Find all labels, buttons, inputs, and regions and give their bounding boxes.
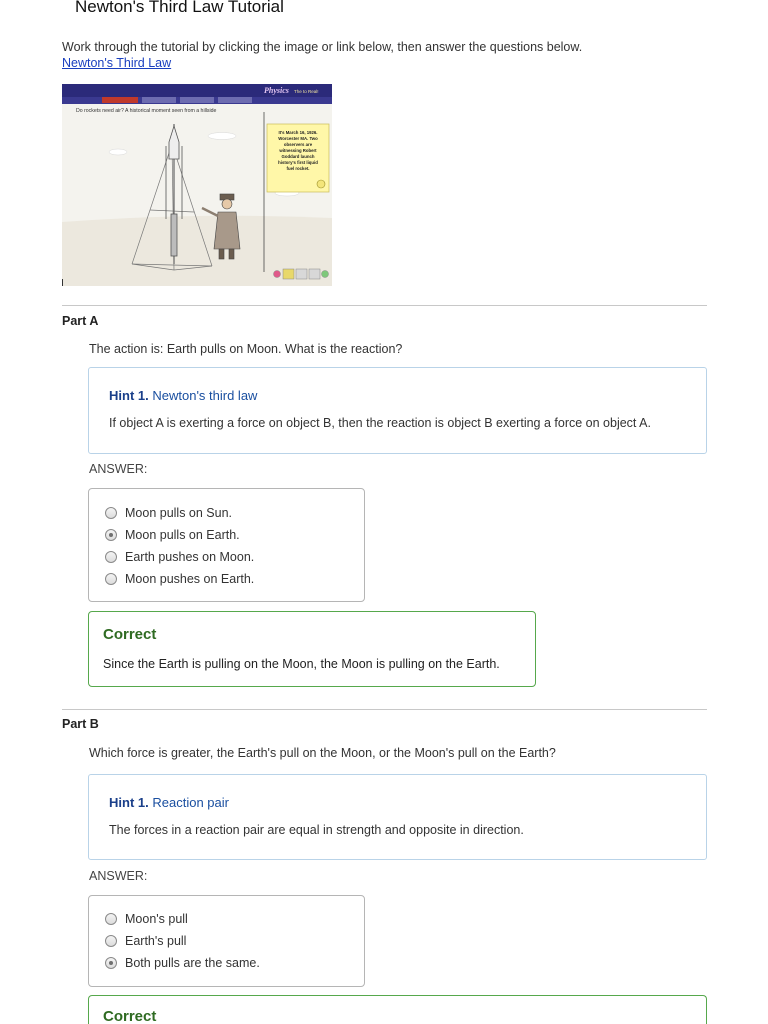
radio-button-selected[interactable] xyxy=(105,529,117,541)
part-a-option-4[interactable]: Moon pushes on Earth. xyxy=(105,571,254,587)
part-a-option-1[interactable]: Moon pulls on Sun. xyxy=(105,505,232,521)
part-a-feedback-text: Since the Earth is pulling on the Moon, the Moon is pulling on the Earth. xyxy=(103,657,500,671)
part-a-answer-box xyxy=(88,488,365,602)
part-a-feedback-box xyxy=(88,611,536,687)
part-b-hint-box[interactable] xyxy=(88,774,707,860)
radio-button[interactable] xyxy=(105,935,117,947)
svg-text:Goddard launch: Goddard launch xyxy=(281,154,315,159)
svg-text:Worcester MA. Two: Worcester MA. Two xyxy=(278,136,318,141)
svg-text:fuel rocket.: fuel rocket. xyxy=(286,166,310,171)
part-a-hint-text: If object A is exerting a force on object B, then the reaction is object B exerting a force on object A. xyxy=(109,416,651,430)
part-b-question: Which force is greater, the Earth's pull on the Moon, or the Moon's pull on the Earth? xyxy=(89,746,556,760)
part-b-hint-number: Hint 1. xyxy=(109,795,149,810)
part-a-hint-box[interactable] xyxy=(88,367,707,454)
part-a-question: The action is: Earth pulls on Moon. What is the reaction? xyxy=(89,342,403,356)
radio-button[interactable] xyxy=(105,507,117,519)
radio-button[interactable] xyxy=(105,913,117,925)
svg-text:It's March 16, 1926.: It's March 16, 1926. xyxy=(278,130,318,135)
sim-note-next-icon xyxy=(317,180,325,188)
part-b-hint-text: The forces in a reaction pair are equal in strength and opposite in direction. xyxy=(109,823,524,837)
svg-text:observers are: observers are xyxy=(283,142,313,147)
radio-button[interactable] xyxy=(105,551,117,563)
part-a-option-2[interactable]: Moon pulls on Earth. xyxy=(105,527,240,543)
svg-text:witnessing Robert: witnessing Robert xyxy=(279,148,317,153)
svg-text:history's first liquid: history's first liquid xyxy=(278,160,318,165)
part-b-answer-label: ANSWER: xyxy=(89,869,148,883)
part-b-label: Part B xyxy=(62,717,99,731)
tutorial-simulation-image[interactable] xyxy=(62,84,332,286)
part-b-feedback-title: Correct xyxy=(103,1008,157,1024)
part-a-feedback-title: Correct xyxy=(103,626,157,643)
sim-brand: Physics xyxy=(264,86,289,95)
section-divider xyxy=(62,305,707,306)
sim-note-text xyxy=(278,130,318,171)
part-b-answer-box xyxy=(88,895,365,987)
page-title: Newton's Third Law Tutorial xyxy=(75,0,284,16)
part-a-hint-header[interactable] xyxy=(109,388,257,403)
part-a-answer-label: ANSWER: xyxy=(89,462,148,476)
part-a-hint-title: Newton's third law xyxy=(152,388,258,403)
radio-button-selected[interactable] xyxy=(105,957,117,969)
sim-brand-tag: The to Real! xyxy=(294,89,319,94)
part-b-option-2[interactable]: Earth's pull xyxy=(105,933,186,949)
part-b-hint-header[interactable] xyxy=(109,795,229,810)
sim-active-tab xyxy=(102,97,138,103)
part-b-option-3[interactable]: Both pulls are the same. xyxy=(105,955,260,971)
part-b-option-1[interactable]: Moon's pull xyxy=(105,911,188,927)
part-b-feedback-box xyxy=(88,995,707,1024)
simulation-illustration xyxy=(62,84,332,286)
sim-header-bar xyxy=(62,84,332,97)
part-a-hint-number: Hint 1. xyxy=(109,388,149,403)
radio-button[interactable] xyxy=(105,573,117,585)
part-b-hint-title: Reaction pair xyxy=(152,795,229,810)
part-a-option-3[interactable]: Earth pushes on Moon. xyxy=(105,549,254,565)
intro-text: Work through the tutorial by clicking the image or link below, then answer the questions below. xyxy=(62,40,583,54)
part-a-label: Part A xyxy=(62,314,99,328)
sim-caption: Do rockets need air? A historical moment seen from a hillside xyxy=(76,108,217,114)
section-divider xyxy=(62,709,707,710)
tutorial-link[interactable]: Newton's Third Law xyxy=(62,56,172,70)
